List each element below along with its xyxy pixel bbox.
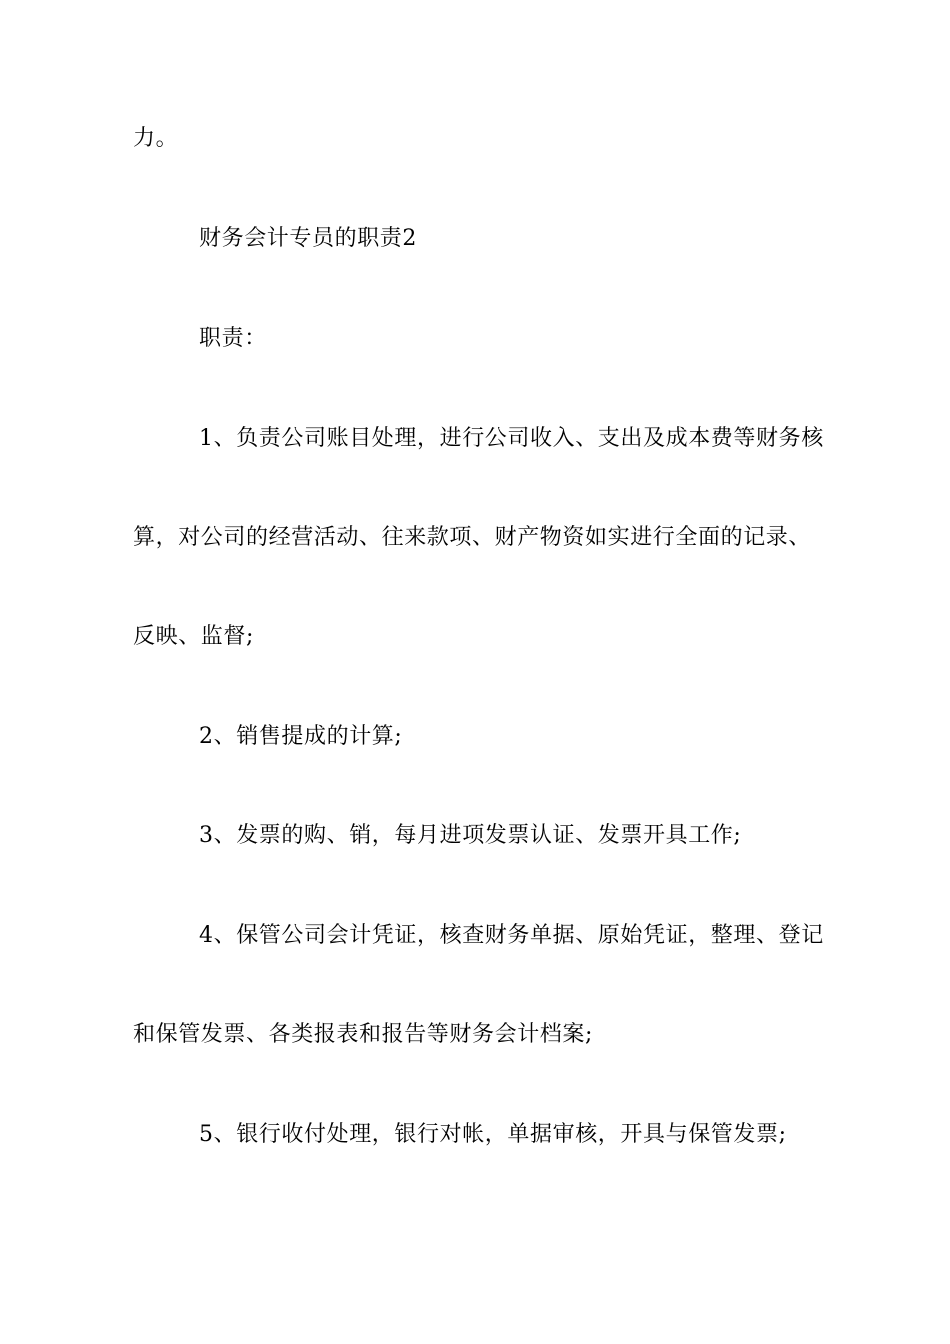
duty-item-1-line-2: 算，对公司的经营活动、往来款项、财产物资如实进行全面的记录、 [133,525,812,550]
duty-item-1-line-1: 1、负责公司账目处理，进行公司收入、支出及成本费等财务核 [199,426,824,451]
duty-item-5: 5、银行收付处理，银行对帐，单据审核，开具与保管发票; [199,1122,787,1147]
duty-item-1-line-3: 反映、监督; [133,624,255,649]
continuation-text: 力。 [133,126,179,151]
duty-item-4-line-2: 和保管发票、各类报表和报告等财务会计档案; [133,1022,594,1047]
section-title: 财务会计专员的职责2 [199,226,417,251]
duty-item-4-line-1: 4、保管公司会计凭证，核查财务单据、原始凭证，整理、登记 [199,923,824,948]
duty-item-3: 3、发票的购、销，每月进项发票认证、发票开具工作; [199,823,742,848]
duty-item-2: 2、销售提成的计算; [199,724,403,749]
duties-label: 职责： [199,326,267,351]
